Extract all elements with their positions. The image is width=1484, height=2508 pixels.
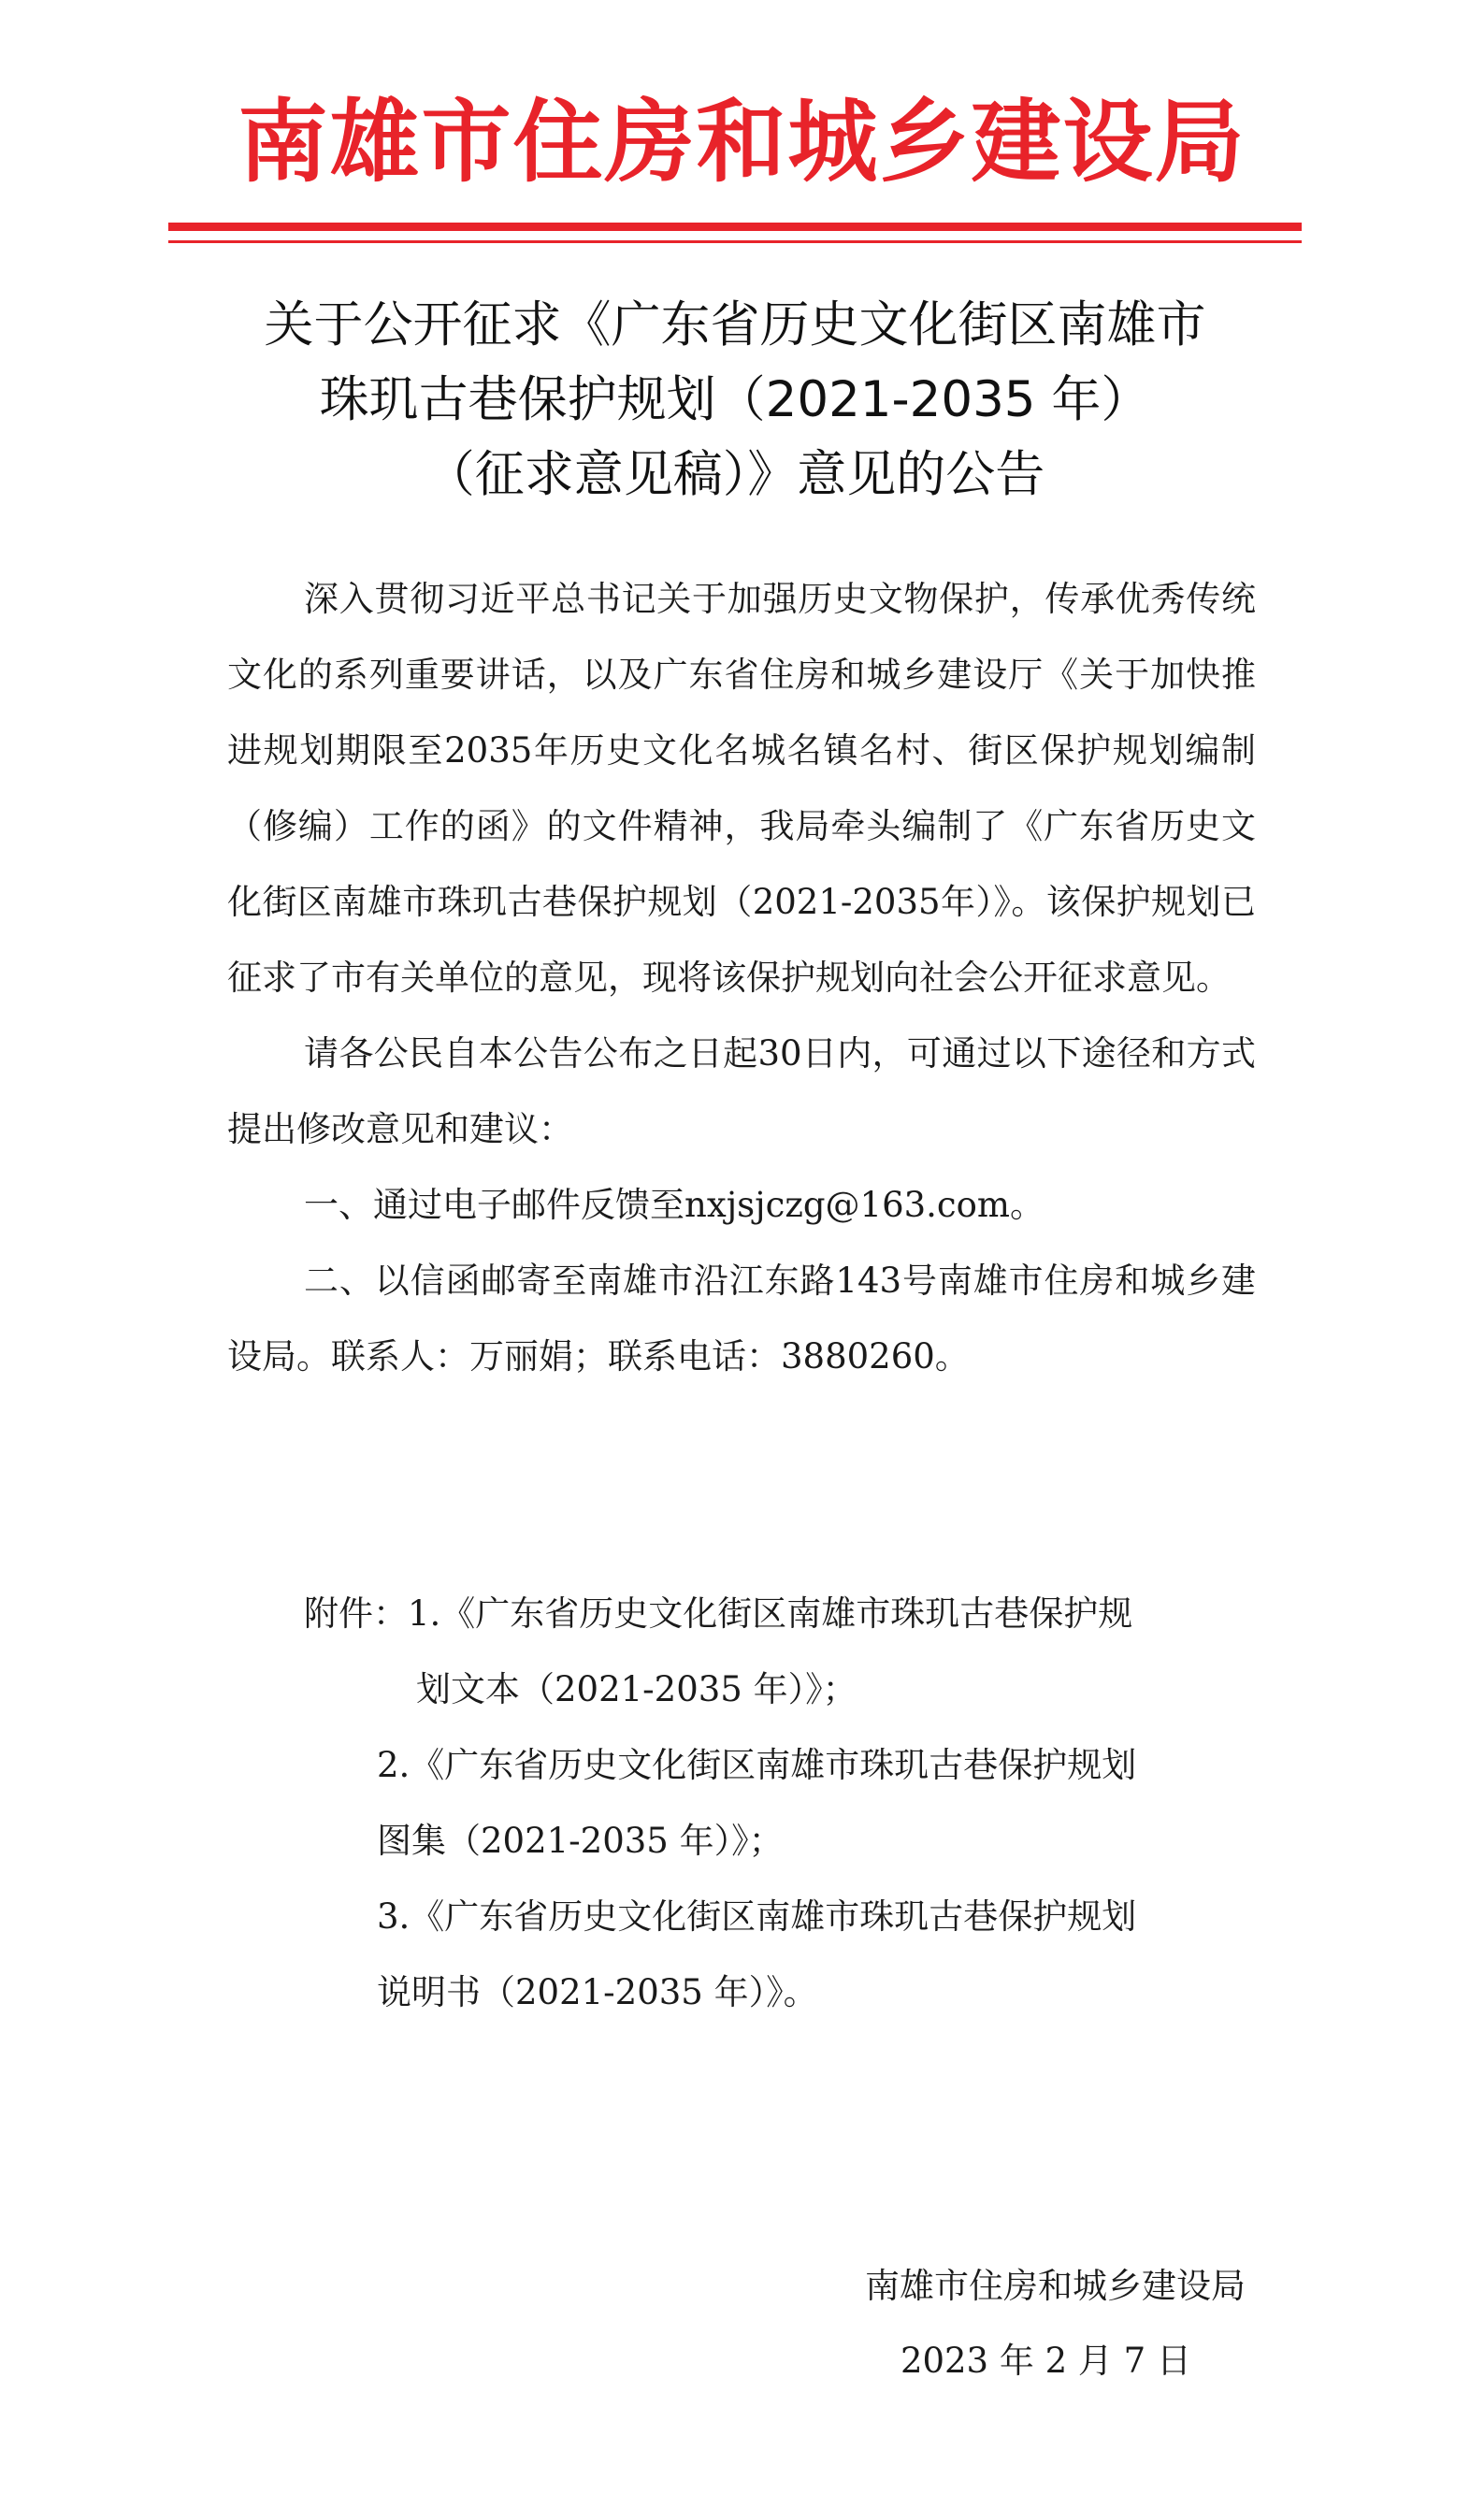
body-paragraph-2: 请各公民自本公告公布之日起30日内，可通过以下途径和方式提出修改意见和建议： xyxy=(227,1033,1256,1149)
attachment-3-line-1: 3.《广东省历史文化街区南雄市珠玑古巷保护规划 xyxy=(377,1896,1137,1937)
document-body xyxy=(227,561,1256,1394)
title-line-2: 珠玑古巷保护规划（2021-2035 年） xyxy=(319,371,1151,428)
masthead-rule-thin xyxy=(168,240,1302,243)
attachments-list xyxy=(227,1576,1256,2030)
feedback-method-mail: 二、以信函邮寄至南雄市沿江东路143号南雄市住房和城乡建设局。联系人：万丽娟；联系电话：3880260。 xyxy=(227,1261,1256,1377)
signature-org: 南雄市住房和城乡建设局 xyxy=(865,2266,1246,2306)
body-paragraph-1: 深入贯彻习近平总书记关于加强历史文物保护，传承优秀传统文化的系列重要讲话，以及广东省住房和城乡建设厅《关于加快推进规划期限至2035年历史文化名城名镇名村、街区保护规划编制（修编）工作的函》的文件精神，我局牵头编制了《广东省历史文化街区南雄市珠玑古巷保护规划（2021-2035年）》。该保护规划已征求了市有关单位的意见，现将该保护规划向社会公开征求意见。 xyxy=(227,579,1256,998)
masthead-rule-thick xyxy=(168,223,1302,231)
attachment-2-line-1: 2.《广东省历史文化街区南雄市珠玑古巷保护规划 xyxy=(377,1745,1137,1785)
attachment-1-line-1: 附件：1.《广东省历史文化街区南雄市珠玑古巷保护规 xyxy=(304,1593,1133,1634)
title-line-1: 关于公开征求《广东省历史文化街区南雄市 xyxy=(264,296,1206,353)
masthead-org-name: 南雄市住房和城乡建设局 xyxy=(238,89,1246,195)
signature-date: 2023 年 2 月 7 日 xyxy=(900,2341,1191,2381)
attachment-1-line-2: 划文本（2021-2035 年）》； xyxy=(416,1669,857,1709)
attachment-3-line-2: 说明书（2021-2035 年）》。 xyxy=(377,1972,818,2012)
document-title xyxy=(168,288,1302,512)
attachment-2-line-2: 图集（2021-2035 年）》； xyxy=(377,1821,784,1861)
title-line-3: （征求意见稿）》意见的公告 xyxy=(425,446,1045,503)
feedback-method-email: 一、通过电子邮件反馈至nxjsjczg@163.com。 xyxy=(304,1185,1045,1225)
